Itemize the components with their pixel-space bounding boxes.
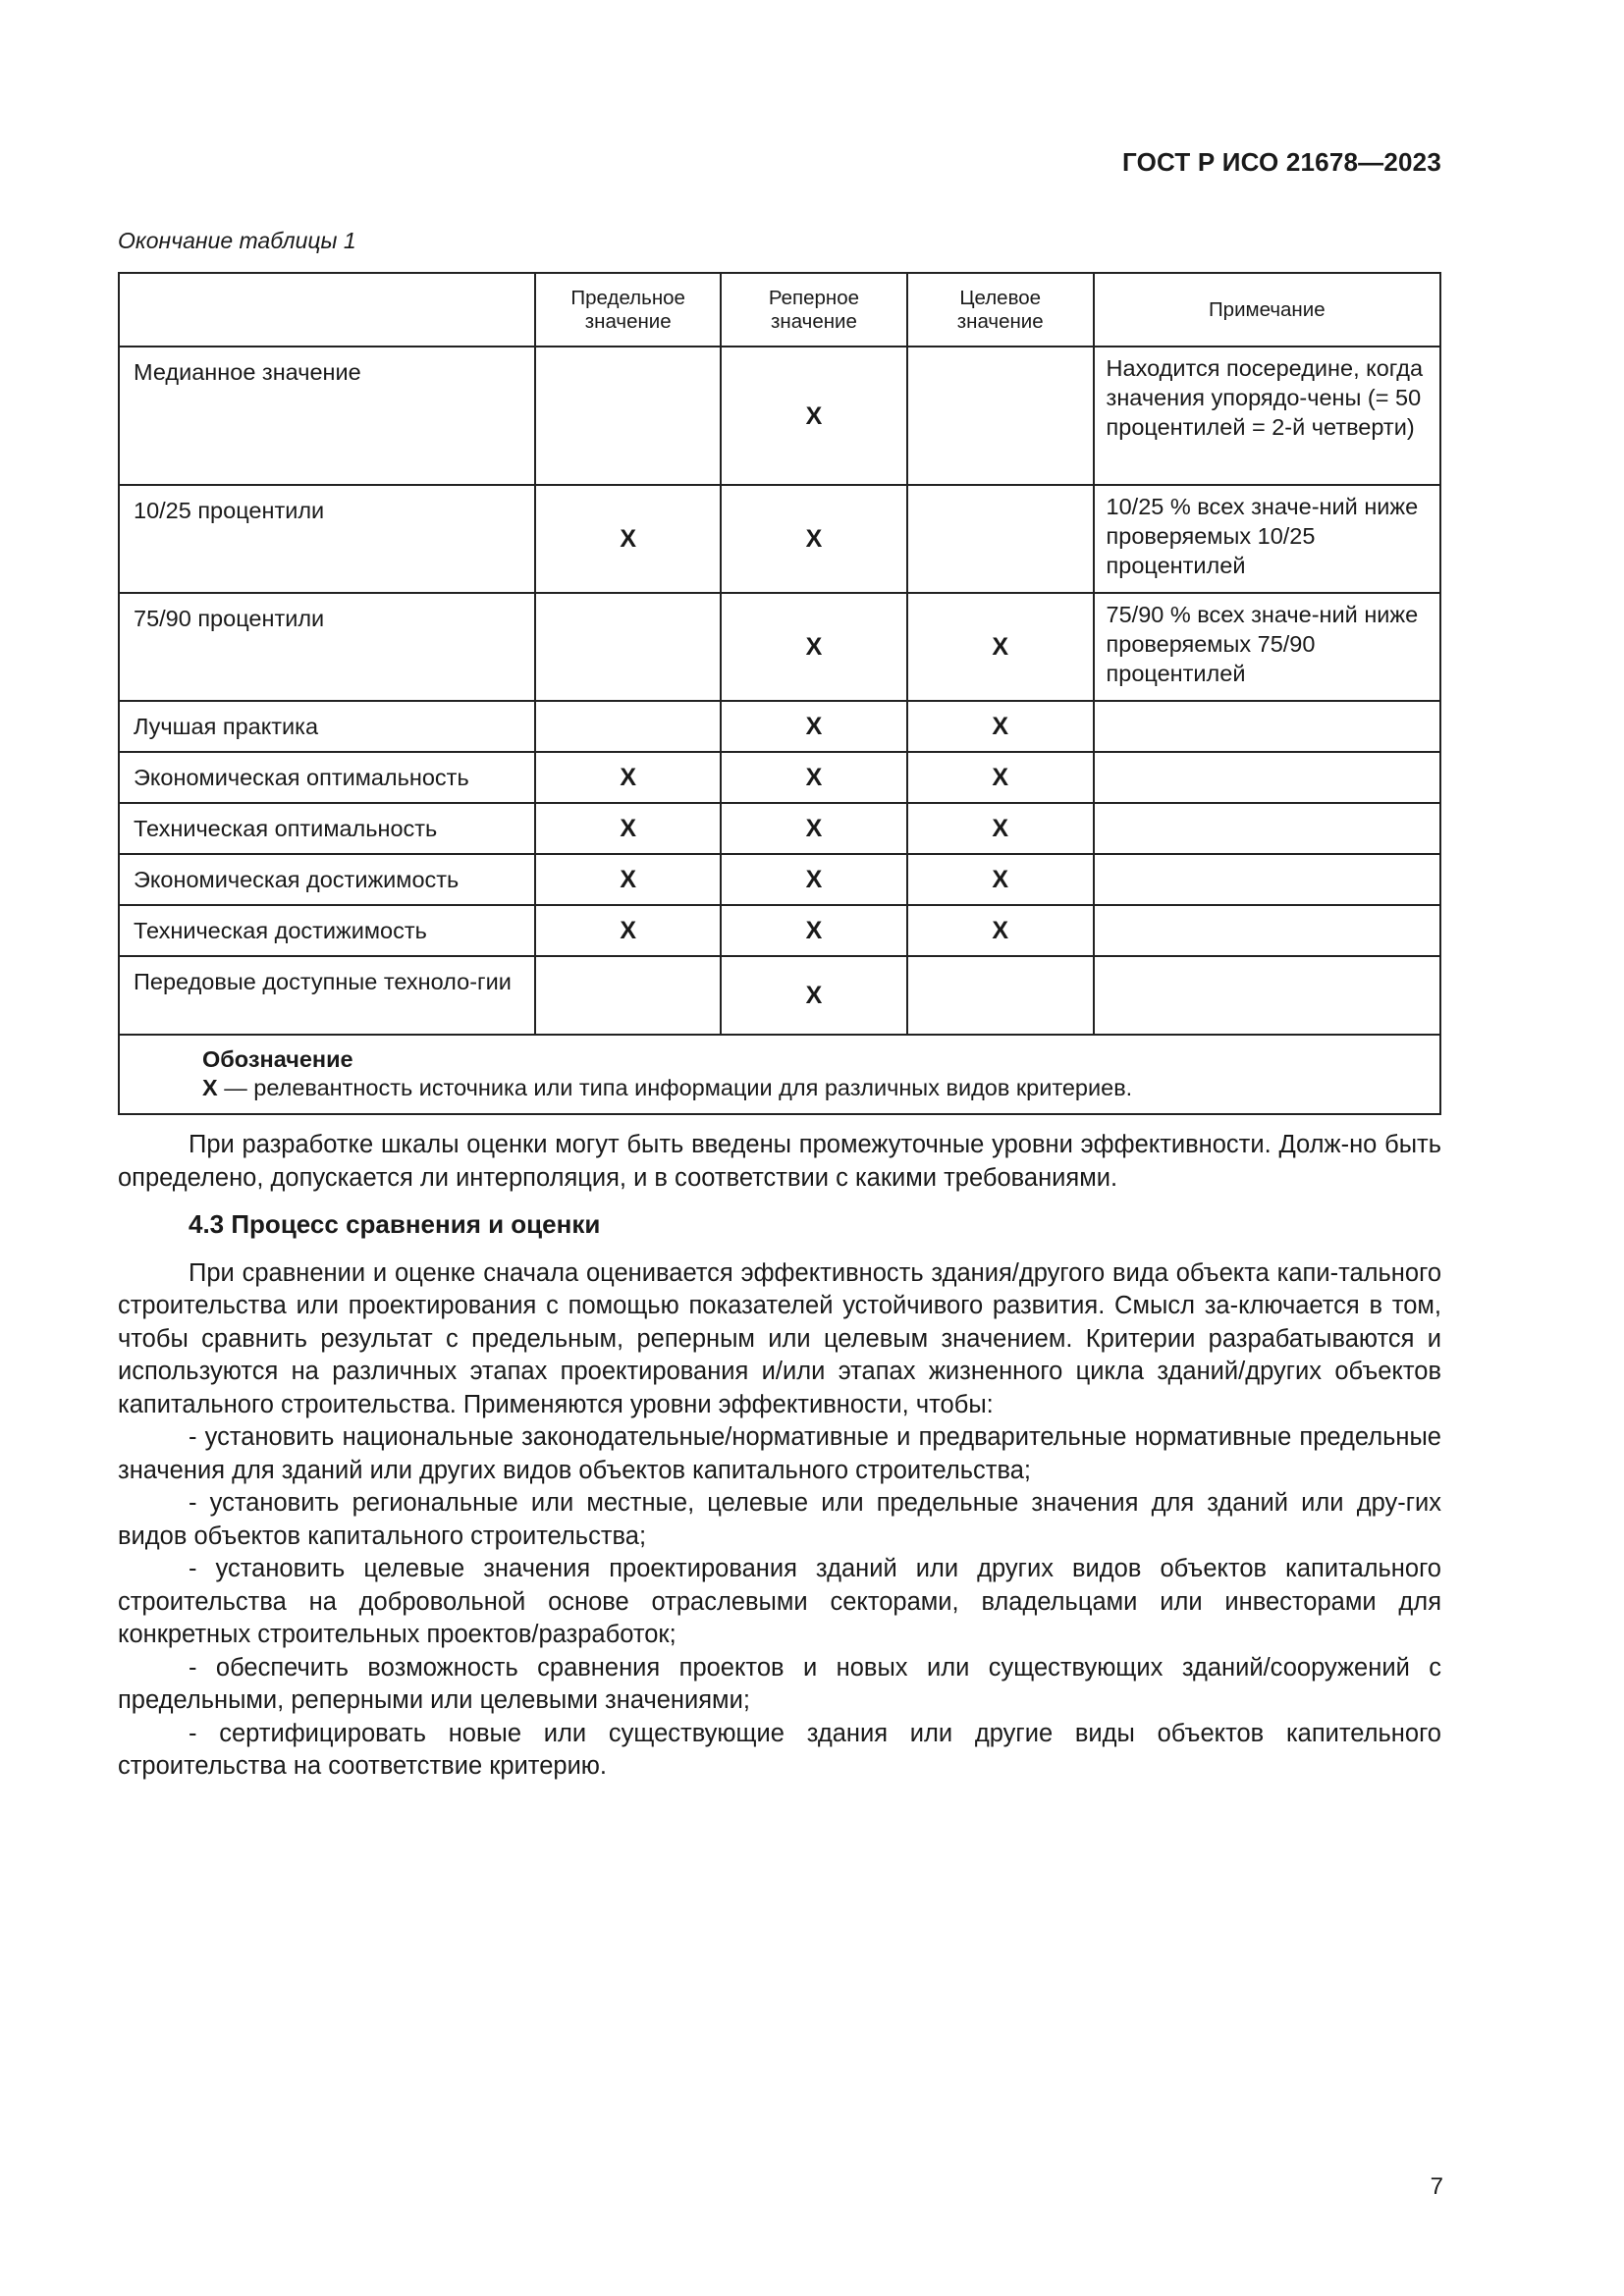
- legend-title: Обозначение: [202, 1046, 353, 1072]
- list-item: - сертифицировать новые или существующие здания или другие виды объектов капительного строительства на соответствие критерию.: [118, 1719, 1441, 1780]
- row-label: Экономическая оптимальность: [119, 752, 535, 803]
- mark-limit: [535, 593, 721, 701]
- table-legend: [119, 1035, 1440, 1114]
- page-number: 7: [1430, 2173, 1443, 2200]
- mark-limit: [535, 347, 721, 485]
- mark-reference: X: [721, 752, 907, 803]
- legend-description: — релевантность источника или типа информации для различных видов критериев.: [217, 1075, 1133, 1100]
- header-cell-empty: [119, 273, 535, 347]
- row-label: 75/90 процентили: [119, 593, 535, 701]
- mark-reference: X: [721, 956, 907, 1035]
- row-note: [1094, 701, 1440, 752]
- paragraph-comparison: При сравнении и оценке сначала оценивается эффективность здания/другого вида объекта капи-тального строительства или проектирования с помощью показателей устойчивого развития. Смысл за-ключается в том, чтобы сравнить результат с предельным, реперным или целевым значением. Критерии разрабатываются и используются на различных этапах проектирования и/или этапах жизненного цикла зданий/других объектов капитального строительства. Применяются уровни эффективности, чтобы:: [118, 1258, 1441, 1418]
- mark-limit: [535, 701, 721, 752]
- mark-target: X: [907, 752, 1094, 803]
- mark-reference: X: [721, 701, 907, 752]
- header-reference-value: Реперное значение: [721, 273, 907, 347]
- mark-reference: X: [721, 593, 907, 701]
- row-note: [1094, 803, 1440, 854]
- table-row: [119, 485, 1440, 593]
- row-label: Лучшая практика: [119, 701, 535, 752]
- mark-reference: X: [721, 485, 907, 593]
- table-legend-row: [119, 1035, 1440, 1114]
- mark-target: X: [907, 593, 1094, 701]
- mark-reference: X: [721, 854, 907, 905]
- mark-target: X: [907, 905, 1094, 956]
- mark-reference: X: [721, 347, 907, 485]
- row-note: [1094, 854, 1440, 905]
- mark-limit: X: [535, 752, 721, 803]
- mark-limit: X: [535, 803, 721, 854]
- paragraph-intermediate-levels: При разработке шкалы оценки могут быть введены промежуточные уровни эффективности. Долж-но быть определено, допускается ли интерполяция, и в соответствии с какими требованиями.: [118, 1131, 1441, 1192]
- row-label: Медианное значение: [119, 347, 535, 485]
- legend-text: [202, 1074, 1426, 1102]
- table-row: [119, 803, 1440, 854]
- mark-reference: X: [721, 803, 907, 854]
- table-row: [119, 701, 1440, 752]
- mark-target: [907, 485, 1094, 593]
- mark-limit: X: [535, 485, 721, 593]
- mark-reference: X: [721, 905, 907, 956]
- body-text: [118, 1129, 1441, 1784]
- mark-limit: [535, 956, 721, 1035]
- header-target-value: Целевое значение: [907, 273, 1094, 347]
- row-note: [1094, 905, 1440, 956]
- section-heading: 4.3 Процесс сравнения и оценки: [189, 1209, 601, 1239]
- table-row: [119, 905, 1440, 956]
- row-note: [1094, 956, 1440, 1035]
- table-row: [119, 752, 1440, 803]
- table-row: [119, 854, 1440, 905]
- mark-target: X: [907, 803, 1094, 854]
- table-row: [119, 956, 1440, 1035]
- criteria-table: [118, 272, 1441, 1115]
- list-item: - установить региональные или местные, целевые или предельные значения для зданий или дру-гих видов объектов капитального строительства;: [118, 1489, 1441, 1550]
- row-note: 10/25 % всех значе-ний ниже проверяемых 10/25 процентилей: [1094, 485, 1440, 593]
- row-note: 75/90 % всех значе-ний ниже проверяемых 75/90 процентилей: [1094, 593, 1440, 701]
- row-label: Экономическая достижимость: [119, 854, 535, 905]
- row-label: Передовые доступные техноло-гии: [119, 956, 535, 1035]
- header-note: Примечание: [1094, 273, 1440, 347]
- mark-target: X: [907, 701, 1094, 752]
- row-label: 10/25 процентили: [119, 485, 535, 593]
- row-label: Техническая оптимальность: [119, 803, 535, 854]
- list-item: - установить национальные законодательные/нормативные и предварительные нормативные предельные значения для зданий или других видов объектов капитального строительства;: [118, 1423, 1441, 1484]
- mark-target: X: [907, 854, 1094, 905]
- mark-target: [907, 347, 1094, 485]
- table-header-row: [119, 273, 1440, 347]
- row-note: [1094, 752, 1440, 803]
- mark-limit: X: [535, 905, 721, 956]
- mark-limit: X: [535, 854, 721, 905]
- table-row: [119, 347, 1440, 485]
- list-item: - обеспечить возможность сравнения проектов и новых или существующих зданий/сооружений с предельными, реперными или целевыми значениями;: [118, 1653, 1441, 1714]
- list-item: - установить целевые значения проектирования зданий или других видов объектов капитального строительства на добровольной основе отраслевыми секторами, владельцами или инвесторами для конкретных строительных проектов/разработок;: [118, 1555, 1441, 1648]
- table-caption: Окончание таблицы 1: [118, 228, 356, 253]
- row-label: Техническая достижимость: [119, 905, 535, 956]
- legend-symbol: X: [202, 1075, 218, 1100]
- header-limit-value: Предельное значение: [535, 273, 721, 347]
- table-row: [119, 593, 1440, 701]
- mark-target: [907, 956, 1094, 1035]
- row-note: Находится посередине, когда значения упорядо-чены (= 50 процентилей = 2-й четверти): [1094, 347, 1440, 485]
- document-header: ГОСТ Р ИСО 21678—2023: [1121, 147, 1441, 177]
